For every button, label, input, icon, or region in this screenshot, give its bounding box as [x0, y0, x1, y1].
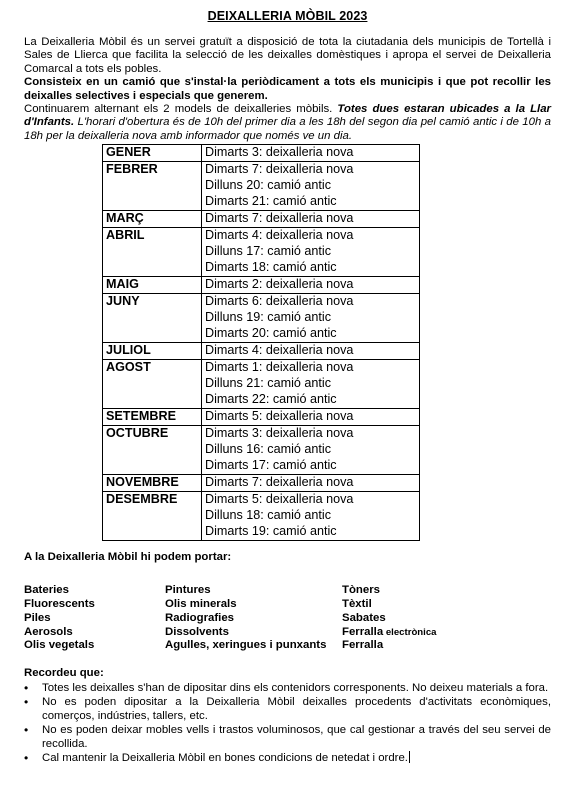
dates-cell — [202, 277, 420, 294]
material-label: Olis vegetals — [24, 639, 95, 652]
schedule-entry: Dimarts 21: camió antic — [205, 194, 337, 209]
material-item — [342, 584, 551, 598]
dates-cell — [202, 228, 420, 277]
dates-cell — [202, 409, 420, 426]
month-cell — [103, 294, 202, 343]
month-cell — [103, 277, 202, 294]
material-label-suffix: electrònica — [383, 626, 437, 638]
schedule-entry: Dilluns 16: camió antic — [205, 442, 331, 457]
materials-column-2 — [165, 584, 342, 653]
dates-cell — [202, 211, 420, 228]
document-title: DEIXALLERIA MÒBIL 2023 — [207, 9, 368, 23]
schedule-row — [103, 211, 420, 228]
month-label: ABRIL — [106, 228, 145, 243]
schedule-row — [103, 492, 420, 541]
reminder-text: Cal mantenir la Deixalleria Mòbil en bones condicions de netedat i ordre. — [42, 752, 408, 765]
material-label: Bateries — [24, 584, 69, 597]
material-item — [342, 626, 551, 640]
schedule-table — [102, 144, 420, 541]
schedule-row — [103, 228, 420, 277]
schedule-entry: Dimarts 22: camió antic — [205, 392, 337, 407]
schedule-entry: Dilluns 21: camió antic — [205, 376, 331, 391]
schedule-entry: Dimarts 5: deixalleria nova — [205, 492, 354, 507]
material-label: Dissolvents — [165, 625, 229, 638]
month-cell — [103, 228, 202, 277]
schedule-entry: Dimarts 20: camió antic — [205, 326, 337, 341]
material-item — [165, 639, 342, 653]
material-label: Tòners — [342, 584, 380, 597]
dates-cell — [202, 360, 420, 409]
month-label: MAIG — [106, 277, 139, 292]
material-item — [24, 598, 165, 612]
materials-heading: A la Deixalleria Mòbil hi podem portar: — [24, 551, 232, 564]
material-label: Sabates — [342, 611, 386, 624]
schedule-row — [103, 360, 420, 409]
dates-cell — [202, 475, 420, 492]
month-cell — [103, 343, 202, 360]
dates-cell — [202, 145, 420, 162]
month-label: AGOST — [106, 360, 151, 375]
material-label: Radiografies — [165, 611, 234, 624]
schedule-entry: Dimarts 7: deixalleria nova — [205, 211, 354, 226]
schedule-entry: Dilluns 19: camió antic — [205, 310, 331, 325]
document-page — [24, 9, 551, 765]
material-item — [165, 598, 342, 612]
reminder-item — [24, 723, 551, 751]
schedule-entry: Dimarts 19: camió antic — [205, 524, 337, 539]
schedule-row — [103, 475, 420, 492]
schedule-row — [103, 343, 420, 360]
materials-column-1 — [24, 584, 165, 653]
reminder-text: Totes les deixalles s'han de dipositar dins els contenidors corresponents. No deixeu materials a fora. — [42, 682, 549, 695]
month-label: SETEMBRE — [106, 409, 176, 424]
reminder-item — [24, 681, 551, 695]
schedule-entry: Dilluns 20: camió antic — [205, 178, 331, 193]
month-cell — [103, 409, 202, 426]
reminders-heading: Recordeu que: — [24, 667, 104, 680]
dates-cell — [202, 343, 420, 360]
month-cell — [103, 475, 202, 492]
schedule-entry: Dimarts 18: camió antic — [205, 260, 337, 275]
schedule-entry: Dimarts 7: deixalleria nova — [205, 162, 354, 177]
month-cell — [103, 492, 202, 541]
schedule-entry: Dimarts 7: deixalleria nova — [205, 475, 354, 490]
material-label: Pintures — [165, 584, 211, 597]
material-label: Fluorescents — [24, 598, 95, 611]
dates-cell — [202, 492, 420, 541]
schedule-entry: Dimarts 6: deixalleria nova — [205, 294, 354, 309]
schedule-entry: Dimarts 5: deixalleria nova — [205, 409, 354, 424]
schedule-entry: Dimarts 1: deixalleria nova — [205, 360, 354, 375]
material-label: Ferralla — [342, 639, 384, 652]
month-label: DESEMBRE — [106, 492, 178, 507]
intro-text-1: La Deixalleria Mòbil és un servei gratuït a disposició de tota la ciutadania dels municipis de Tortellà i Sales de Llierca que facilita la selecció de les deixalles domèstiques i apropa el servei de Deixalleria Comarcal a tots els pobles. — [24, 36, 551, 75]
material-label: Ferralla — [342, 625, 384, 638]
schedule-row — [103, 294, 420, 343]
month-cell — [103, 145, 202, 162]
month-cell — [103, 211, 202, 228]
schedule-entry: Dilluns 18: camió antic — [205, 508, 331, 523]
month-label: JUNY — [106, 294, 140, 309]
schedule-row — [103, 277, 420, 294]
material-label: Agulles, xeringues i punxants — [165, 639, 327, 652]
intro-paragraph — [24, 36, 551, 143]
materials-column-3 — [342, 584, 551, 653]
material-item — [342, 639, 551, 653]
schedule-row — [103, 162, 420, 211]
reminder-item — [24, 695, 551, 723]
material-label: Piles — [24, 611, 51, 624]
month-label: JULIOL — [106, 343, 151, 358]
material-item — [24, 584, 165, 598]
material-label: Aerosols — [24, 625, 73, 638]
month-label: OCTUBRE — [106, 426, 169, 441]
material-label: Tèxtil — [342, 598, 372, 611]
schedule-row — [103, 426, 420, 475]
reminder-item — [24, 751, 551, 765]
dates-cell — [202, 294, 420, 343]
material-item — [165, 612, 342, 626]
reminder-text: No es poden dipositar a la Deixalleria Mòbil deixalles procedents d'activitats econòmiques, comerços, indústries, tallers, etc. — [42, 696, 551, 723]
month-label: MARÇ — [106, 211, 144, 226]
schedule-entry: Dimarts 4: deixalleria nova — [205, 228, 354, 243]
month-cell — [103, 360, 202, 409]
material-item — [342, 612, 551, 626]
intro-text-3c: L'horari d'obertura és de 10h del primer dia a les 18h del segon dia pel camió antic i de 10h a 18h per la deixalleria nova amb informador que només ve un dia. — [24, 116, 551, 142]
material-item — [24, 626, 165, 640]
intro-text-2: Consisteix en un camió que s'instal·la periòdicament a tots els municipis i que pot recollir les deixalles selectives i especials que generem. — [24, 76, 551, 102]
month-cell — [103, 162, 202, 211]
dates-cell — [202, 162, 420, 211]
material-item — [165, 626, 342, 640]
material-item — [24, 639, 165, 653]
intro-text-3b: Totes dues estaran ubicades a la Llar d'Infants. — [24, 103, 551, 129]
material-label: Olis minerals — [165, 598, 237, 611]
material-item — [165, 584, 342, 598]
schedule-entry: Dimarts 3: deixalleria nova — [205, 145, 354, 160]
intro-text-3a: Continuarem alternant els 2 models de deixalleries mòbils. — [24, 103, 338, 116]
dates-cell — [202, 426, 420, 475]
schedule-entry: Dimarts 3: deixalleria nova — [205, 426, 354, 441]
month-label: FEBRER — [106, 162, 158, 177]
schedule-entry: Dimarts 17: camió antic — [205, 458, 337, 473]
schedule-row — [103, 145, 420, 162]
month-label: NOVEMBRE — [106, 475, 179, 490]
schedule-entry: Dimarts 2: deixalleria nova — [205, 277, 354, 292]
reminders-list — [24, 681, 551, 765]
text-cursor — [409, 751, 410, 763]
reminder-text: No es poden deixar mobles vells i trastos voluminosos, que cal gestionar a través del seu servei de recollida. — [42, 724, 551, 751]
material-item — [24, 612, 165, 626]
materials-list — [24, 584, 551, 653]
month-cell — [103, 426, 202, 475]
schedule-entry: Dimarts 4: deixalleria nova — [205, 343, 354, 358]
month-label: GENER — [106, 145, 151, 160]
material-item — [342, 598, 551, 612]
schedule-row — [103, 409, 420, 426]
schedule-entry: Dilluns 17: camió antic — [205, 244, 331, 259]
